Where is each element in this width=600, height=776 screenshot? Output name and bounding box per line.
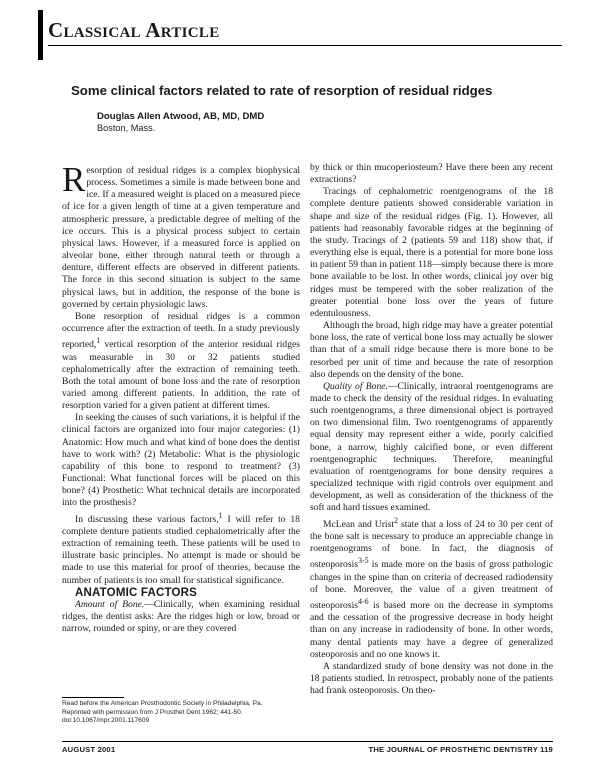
run-in-heading: Quality of Bone.	[323, 380, 388, 392]
body-column-right	[310, 162, 553, 697]
section-heading: ANATOMIC FACTORS	[75, 586, 198, 599]
article-author: Douglas Allen Atwood, AB, MD, DMD	[97, 111, 265, 122]
header-rule	[48, 45, 562, 46]
footnote-rule	[62, 697, 124, 698]
reference-marker: 3-5	[357, 556, 369, 566]
paragraph: Quality of Bone.—Clinically, intraoral roentgenograms are made to check the density of the residual ridges. In evaluating such roentgenograms, a three dimensional object is portrayed on two dimensional film. Two roentgenograms of apparently equal density may represent either a wide, poorly calcified bone, a narrow, highly calcified bone, or even different roentgenographic techniques. Therefore, meaningful evaluation of roentgenograms for bone density requires a specialized technique with rigid controls over equipment and development, as well as consideration of the thickness of the soft and hard tissues examined.	[310, 380, 553, 514]
paragraph-intro: Resorption of residual ridges is a complex biophysical process. Sometimes a simile is made between bone and ice. If a measured weight is placed on a measured piece of ice for a given length of time at a given temperature and atmospheric pressure, a predictable degree of melting of the ice occurs. This is a physical process subject to certain physical laws. However, if a measured force is applied on alveolar bone, either through natural teeth or through a denture, different effects are observed in different patients. The force in this second situation is subject to the same physical laws, but in addition, the response of the bone is governed by certain physiologic laws.	[62, 160, 300, 310]
article-title: Some clinical factors related to rate of resorption of residual ridges	[71, 83, 493, 98]
section-marker-bar	[38, 10, 43, 60]
paragraph: McLean and Urist$^2$ state that a loss of 24 to 30 per cent of the bone salt is necessary to produce an appreciable change in roentgenograms of bone. In fact, the diagnosis of osteoporosis$^{3-5}$ is made more on the basis of gross pathologic changes in the spine than on criteria of decreased radiodensity of bone. Moreover, the value of a given treatment of osteoporosis$^{4-6}$ is based more on the decrease in symptoms and the cessation of the progressive decrease in body height than on any increase in radiodensity of bone. In other words, many dental patients may have a degree of generalized osteoporosis and no one knows it.	[310, 515, 553, 660]
drop-cap: R	[62, 160, 86, 199]
footer-rule	[62, 741, 553, 742]
section-label: Classical Article	[48, 18, 220, 42]
reference-marker: 1	[96, 336, 101, 346]
paragraph: Tracings of cephalometric roentgenograms of the 18 complete denture patients showed considerable variation in shape and size of the residual ridges (Fig. 1). However, all patients had reasonably favorable ridges at the beginning of the study. Tracings of 2 (patients 59 and 118) show that, if everything else is equal, there is a potential for more bone loss in patient 59 than in patient 118—simply because there is more bone available to be lost. In other words, clinical joy over big ridges must be tempered with the sober realization of the greater potential bone loss over the years of future edentulousness.	[310, 186, 553, 319]
footnote	[62, 700, 302, 726]
paragraph: In discussing these various factors,$^1$ I will refer to 18 complete denture patients studied cephalometrically after the extraction of remaining teeth. These patients will be used to illustrate basic principles. No attempt is made or should be made to use this material for proof of theories, because the number of patients is too small for statistical significance.	[62, 510, 300, 586]
footnote-doi: doi:10.1067/mpr.2001.117609	[62, 717, 150, 725]
paragraph: Bone resorption of residual ridges is a common occurrence after the extraction of teeth. In a study previously reported,$^1$ vertical resorption of the anterior residual ridges was measurable in 30 or 32 patients studied cephalometrically after the extraction of remaining teeth. Both the total amount of bone loss and the rate of resorption varied among different patients. In addition, the rate of resorption varied for a given patient at different times.	[62, 310, 300, 412]
paragraph: by thick or thin mucoperiosteum? Have there been any recent extractions?	[310, 162, 553, 186]
reference-marker: 2	[394, 515, 398, 525]
footnote-line: Read before the American Prosthodontic Society in Philadelphia, Pa.	[62, 700, 263, 707]
reference-marker: 4-6	[357, 596, 369, 606]
reference-marker: 1	[218, 510, 223, 520]
paragraph: Although the broad, high ridge may have a greater potential bone loss, the rate of vertical bone loss may actually be slower than that of a small ridge because there is more bone to be resorbed per unit of time and because the rate of resorption also depends on the density of the bone.	[310, 320, 553, 380]
author-location: Boston, Mass.	[97, 123, 156, 133]
paragraph: A standardized study of bone density was not done in the 18 patients studied. In retrospect, probably none of the patients had frank osteoporosis. On theo-	[310, 660, 553, 697]
footnote-line: Reprinted with permission from J Prosthet Dent 1962; 441-50.	[62, 708, 243, 716]
paragraph: Amount of Bone.—Clinically, when examining residual ridges, the dentist asks: Are the ridges high or low, broad or narrow, rounded or spiny, or are they covered	[62, 598, 300, 635]
footer-date: AUGUST 2001	[62, 745, 116, 754]
body-column-left	[62, 160, 300, 635]
paragraph: In seeking the causes of such variations, it is helpful if the clinical factors are organized into four major categories: (1) Anatomic: How much and what kind of bone does the dentist have to work with? (2) Metabolic: What is the physiologic capability of this bone to respond to treatment? (3) Functional: What functional forces will be placed on this bone? (4) Prosthetic: What technical details are incorporated into the prosthesis?	[62, 412, 300, 509]
run-in-heading: Amount of Bone.	[75, 598, 145, 610]
footer-journal-page: THE JOURNAL OF PROSTHETIC DENTISTRY 119	[368, 745, 553, 754]
